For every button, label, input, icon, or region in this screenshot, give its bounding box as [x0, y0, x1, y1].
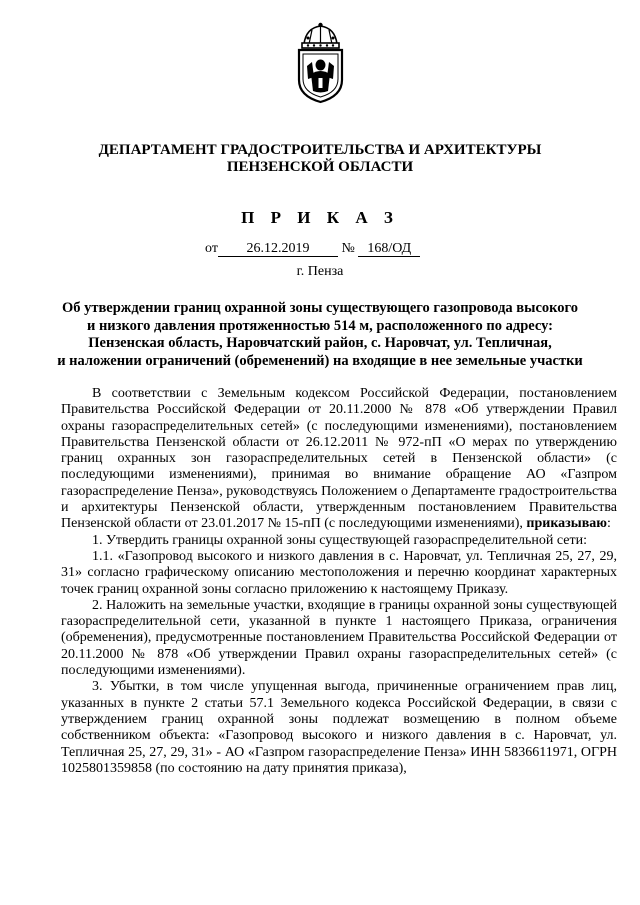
item-3: 3. Убытки, в том числе упущенная выгода, причиненные ограничением прав лиц, указанных в пункте 2 статьи 57.1 Земельного кодекса Российской Федерации, в связи с утверждением границ охранной зоны подлежат возмещению в полном объеме собственником объекта: «Газопровод высокого и низкого давления в с. Наровчат, ул. Тепличная 25, 27, 29, 31» - АО «Газпром газораспределение Пенза» ИНН 5836611971, ОГРН 1025801359858 (по состоянию на дату принятия приказа), [61, 679, 617, 776]
subject-line-2: и низкого давления протяженностью 514 м, расположенного по адресу: [86, 317, 554, 334]
item-2: 2. Наложить на земельные участки, входящие в границы охранной зоны существующей газораспределительной сети, указанной в пункте 1 настоящего Приказа, ограничения (обременения), предусмотренные постановлением Правительства Российской Федерации от 20.11.2000 № 878 «Об утверждении Правил охраны газораспределительных сетей» (с последующими изменениями). [61, 597, 617, 679]
order-body [61, 386, 617, 777]
order-number: 168/ОД [358, 241, 420, 257]
number-prefix: № [341, 241, 355, 256]
subject-line-4: и наложении ограничений (обременений) на входящие в нее земельные участки [57, 352, 583, 369]
intro-paragraph [61, 386, 617, 533]
intro-decree-word: приказываю [526, 516, 607, 532]
date-prefix: от [205, 241, 218, 256]
department-header [0, 142, 640, 176]
intro-end: : [607, 516, 611, 532]
subject-line-1: Об утверждении границ охранной зоны существующего газопровода высокого [61, 300, 579, 316]
order-date-number-line [205, 241, 465, 257]
penza-coat-of-arms-emblem [294, 22, 347, 104]
intro-text: В соответствии с Земельным кодексом Российской Федерации, постановлением Правительства Российской Федерации от 20.11.2000 № 878 «Об утверждении Правил охраны газораспределительных сетей» (с последующими изменениями), постановлением Правительства Пензенской области от 26.12.2011 № 972-пП «О мерах по утверждению границ охранных зон газораспределительных сетей в Пензенской области» (с последующими изменениями), принимая во внимание обращение АО «Газпром газораспределение Пенза», руководствуясь Положением о Департаменте градостроительства и архитектуры Пензенской области, утвержденным постановлением Правительства Пензенской области от 23.01.2017 № 15-пП (с последующими изменениями), [61, 386, 617, 532]
item-1: 1. Утвердить границы охранной зоны существующей газораспределительной сети: [92, 532, 587, 548]
department-line-1: ДЕПАРТАМЕНТ ГРАДОСТРОИТЕЛЬСТВА И АРХИТЕКТУРЫ [98, 142, 542, 158]
order-date: 26.12.2019 [218, 241, 338, 257]
subject-line-3: Пензенская область, Наровчатский район, с. Наровчат, ул. Тепличная, [88, 335, 552, 351]
order-subject [0, 300, 640, 370]
item-1-1: 1.1. «Газопровод высокого и низкого давления в с. Наровчат, ул. Тепличная 25, 27, 29, 31» согласно графическому описанию местоположения и перечню координат характерных точек границ охранной зоны согласно приложению к настоящему Приказу. [61, 548, 617, 597]
order-title: П Р И К А З [241, 208, 399, 227]
department-line-2: ПЕНЗЕНСКОЙ ОБЛАСТИ [226, 159, 414, 175]
order-city: г. Пенза [296, 264, 344, 279]
